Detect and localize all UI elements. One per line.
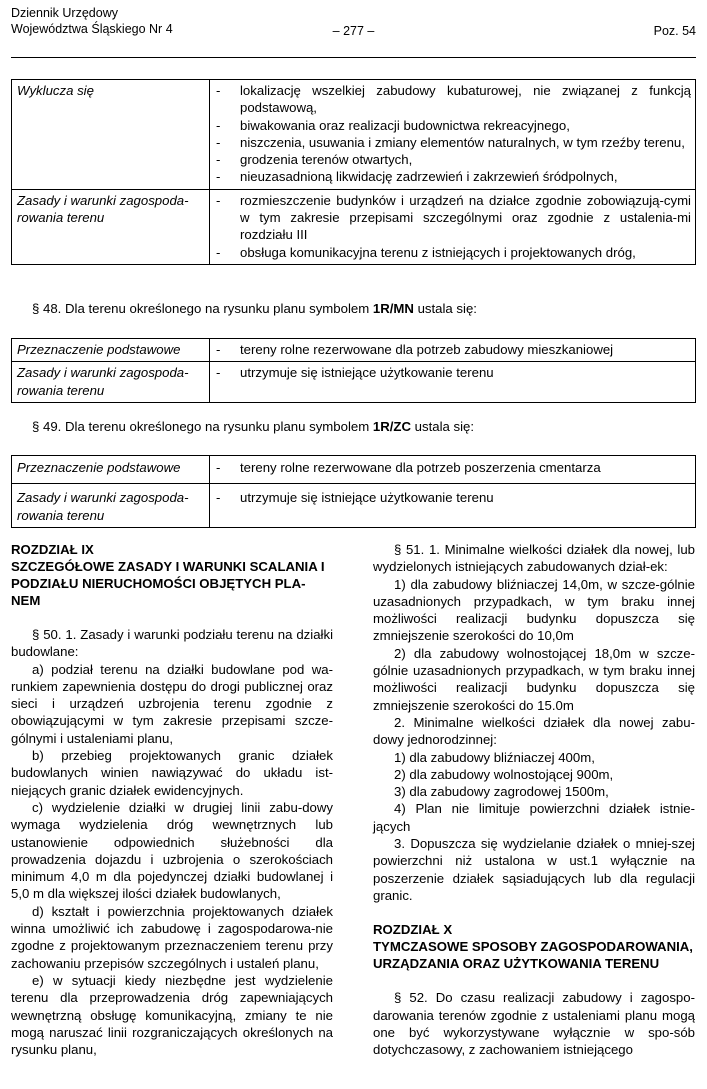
table-row xyxy=(12,484,696,528)
position-number: Poz. 54 xyxy=(653,23,696,38)
paragraph-50-d: d) kształt i powierzchnia projektowanych działek winna umożliwić ich zabudowę i zagospodarowa-nie zgodne z projektowanym przeznaczeniem terenu przy zachowaniu przepisów szczególnych i ustaleń planu, xyxy=(11,903,333,971)
list-item: - nieuzasadnioną likwidację zadrzewień i zakrzewień śródpolnych, xyxy=(216,168,691,185)
paragraph-51-1-1: 1) dla zabudowy bliźniaczej 14,0m, w szcze-gólnie uzasadnionych przypadkach, w tym braku innej możliwości realizacji budynku dopuszcza się zmniejszenie szerokości do 10,0m xyxy=(373,576,695,644)
row-label: Zasady i warunki zagospoda-rowania terenu xyxy=(12,362,210,403)
list-item: - tereny rolne rezerwowane dla potrzeb zabudowy mieszkaniowej xyxy=(216,341,691,358)
list-item: - lokalizację wszelkiej zabudowy kubaturowej, nie związanej z funkcją podstawową, xyxy=(216,82,691,117)
table-row xyxy=(12,456,696,484)
chapter-title: SZCZEGÓŁOWE ZASADY I WARUNKI SCALANIA I PODZIAŁU NIERUCHOMOŚCI OBJĘTYCH PLA-NEM xyxy=(11,559,325,608)
journal-name: Dziennik Urzędowy Województwa Śląskiego Nr 4 xyxy=(11,6,173,36)
paragraph-51-1-2: 2) dla zabudowy wolnostojącej 18,0m w szcze-gólnie uzasadnionych przypadkach, w tym braku innej możliwości realizacji budynku dopuszcza się zmniejszenie szerokości do 15.0m xyxy=(373,645,695,713)
paragraph-51-1: § 51. 1. Minimalne wielkości działek dla nowej, lub wydzielonych istniejących zabudowanych dział-ek: xyxy=(373,542,695,575)
table-row xyxy=(12,362,696,403)
area-symbol: 1R/MN xyxy=(372,301,414,316)
chapter-heading: ROZDZIAŁ X xyxy=(373,922,453,938)
paragraph-51-2-4: 4) Plan nie limituje powierzchni działek istnie-jących xyxy=(373,801,695,834)
row-label: Zasady i warunki zagospoda-rowania terenu xyxy=(12,189,210,264)
list-item: - utrzymuje się istniejące użytkowanie terenu xyxy=(216,364,691,381)
paragraph-50-e: e) w sytuacji kiedy niezbędne jest wydzielenie terenu dla przeprowadzenia dróg zapewniających wewnętrzną obsługę komunikacyjną, zmiany te nie mogą naruszać linii rozgraniczających określonych na rysunku planu, xyxy=(11,972,333,1058)
regulations-table-2 xyxy=(11,338,696,403)
table-row xyxy=(12,80,696,190)
list-item: - grodzenia terenów otwartych, xyxy=(216,151,691,168)
paragraph-50-b: b) przebieg projektowanych granic działek budowlanych winien nawiązywać do układu ist-niejących granic działek ewidencyjnych. xyxy=(11,748,333,798)
row-label: Wyklucza się xyxy=(12,80,210,190)
row-items xyxy=(210,456,696,484)
page-number: – 277 – xyxy=(332,23,375,38)
paragraph-49: § 49. Dla terenu określonego na rysunku planu symbolem 1R/ZC ustala się: xyxy=(32,419,475,434)
paragraph-50-c: c) wydzielenie działki w drugiej linii zabu-dowy wymaga wydzielenia dróg wewnętrznych lub ustanowienie odpowiednich służebności dla prowadzenia dojazdu i uzbrojenia o szerokościach minimum 4,0 m dla pojedynczej działki budowlanej i 5,0 m dla większej ilości działek budowlanych, xyxy=(11,799,333,902)
left-column xyxy=(11,541,333,1058)
paragraph-50-a: a) podział terenu na działki budowlane pod wa-runkiem zapewnienia dostępu do drogi publicznej oraz sieci i urządzeń uzbrojenia terenu zgodnie z obowiązującymi w tym zakresie przepisami szcze-gólnymi i ustaleniami planu, xyxy=(11,661,333,746)
header-divider xyxy=(11,57,696,58)
paragraph-52: § 52. Do czasu realizacji zabudowy i zagospo-darowania terenów zgodnie z ustaleniami planu mogą one być wykorzystywane wyłącznie w spo-sób dotychczasowy, z zachowaniem istniejącego xyxy=(373,990,695,1058)
row-items xyxy=(210,189,696,264)
paragraph-51-2: 2. Minimalne wielkości działek dla nowej zabu-dowy jednorodzinnej: xyxy=(373,714,695,748)
row-label: Zasady i warunki zagospoda-rowania terenu xyxy=(12,484,210,528)
list-item: - obsługa komunikacyjna terenu z istniejących i projektowanych dróg, xyxy=(216,244,691,261)
table-row xyxy=(12,339,696,362)
right-column xyxy=(373,541,695,1058)
row-items xyxy=(210,339,696,362)
paragraph-51-3: 3. Dopuszcza się wydzielanie działek o mniej-szej powierzchni niż ustalona w ust.1 wyłącznie na poszerzenie działek sąsiadujących lub dla regulacji granic. xyxy=(373,836,695,903)
regulations-table-3 xyxy=(11,455,696,528)
regulations-table-1 xyxy=(11,79,696,265)
area-symbol: 1R/ZC xyxy=(372,419,411,434)
list-item: - biwakowania oraz realizacji budownictwa rekreacyjnego, xyxy=(216,117,691,134)
paragraph-51-2-1: 1) dla zabudowy bliźniaczej 400m, xyxy=(394,749,595,765)
row-items xyxy=(210,484,696,528)
paragraph-50: § 50. 1. Zasady i warunki podziału terenu na działki budowlane: xyxy=(11,627,333,660)
paragraph-48: § 48. Dla terenu określonego na rysunku planu symbolem 1R/MN ustala się: xyxy=(32,301,477,316)
paragraph-51-2-2: 2) dla zabudowy wolnostojącej 900m, xyxy=(394,766,614,782)
chapter-title: TYMCZASOWE SPOSOBY ZAGOSPODAROWANIA, URZĄDZANIA ORAZ UŻYTKOWANIA TERENU xyxy=(373,939,693,972)
list-item: - tereny rolne rezerwowane dla potrzeb poszerzenia cmentarza xyxy=(216,459,691,476)
list-item: - utrzymuje się istniejące użytkowanie terenu xyxy=(216,489,691,506)
list-item: - niszczenia, usuwania i zmiany elementów naturalnych, w tym rzeźby terenu, xyxy=(216,134,691,151)
row-items xyxy=(210,80,696,190)
chapter-heading: ROZDZIAŁ IX xyxy=(11,542,94,557)
page-header xyxy=(11,6,696,40)
row-items xyxy=(210,362,696,403)
list-item: - rozmieszczenie budynków i urządzeń na działce zgodnie zobowiązują-cymi w tym zakresie przepisami szczególnymi oraz zgodnie z ustalenia-mi rozdziału III xyxy=(216,192,691,244)
row-label: Przeznaczenie podstawowe xyxy=(12,456,210,484)
table-row xyxy=(12,189,696,264)
row-label: Przeznaczenie podstawowe xyxy=(12,339,210,362)
paragraph-51-2-3: 3) dla zabudowy zagrodowej 1500m, xyxy=(394,784,609,800)
